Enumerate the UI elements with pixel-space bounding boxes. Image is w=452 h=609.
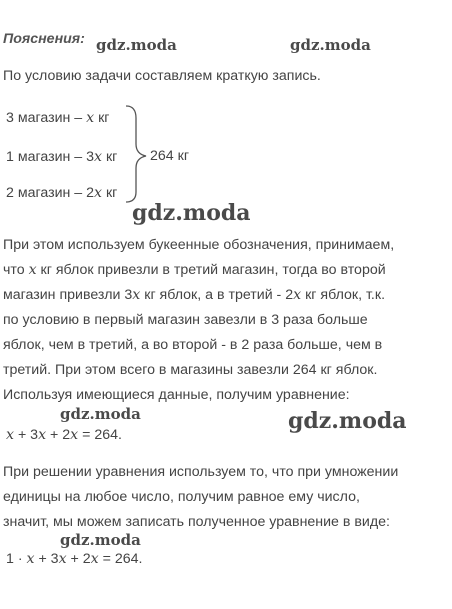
paragraph-line: яблок, чем в третий, а во второй - в 2 раза больше, чем в xyxy=(3,337,383,353)
paragraph-line: При решении уравнения используем то, что при умножении xyxy=(3,464,399,480)
paragraph-line: При этом используем букеенные обозначения, принимаем, xyxy=(3,237,395,253)
paragraph-line: значит, мы можем записать полученное уравнение в виде: xyxy=(3,514,390,530)
curly-brace xyxy=(122,104,152,204)
paragraph-line: магазин привезли 3x кг яблок, а в третий - 2x кг яблок, т.к. xyxy=(3,287,386,303)
intro-text: По условию задачи составляем краткую запись. xyxy=(3,68,321,84)
short-record-row: 2 магазин – 2x кг xyxy=(6,185,118,201)
paragraph-line: что x кг яблок привезли в третий магазин, тогда во второй xyxy=(3,262,386,278)
watermark: gdz.moda xyxy=(96,36,177,54)
paragraph-line: Используя имеющиеся данные, получим уравнение: xyxy=(3,387,350,403)
watermark: gdz.moda xyxy=(290,36,371,54)
paragraph-line: третий. При этом всего в магазины завезли 264 кг яблок. xyxy=(3,362,378,378)
short-record-row: 3 магазин – x кг xyxy=(6,110,110,126)
explanation-heading: Пояснения: xyxy=(3,31,85,47)
watermark: gdz.moda xyxy=(60,531,141,549)
short-record-total: 264 кг xyxy=(150,148,189,164)
equation-second: 1 · x + 3x + 2x = 264. xyxy=(6,551,143,567)
watermark: gdz.moda xyxy=(288,408,407,434)
paragraph-line: по условию в первый магазин завезли в 3 раза больше xyxy=(3,312,368,328)
watermark: gdz.moda xyxy=(60,405,141,423)
paragraph-line: единицы на любое число, получим равное ему число, xyxy=(3,489,360,505)
watermark: gdz.moda xyxy=(132,200,251,226)
short-record-row: 1 магазин – 3x кг xyxy=(6,149,118,165)
equation-first: x + 3x + 2x = 264. xyxy=(6,427,122,443)
